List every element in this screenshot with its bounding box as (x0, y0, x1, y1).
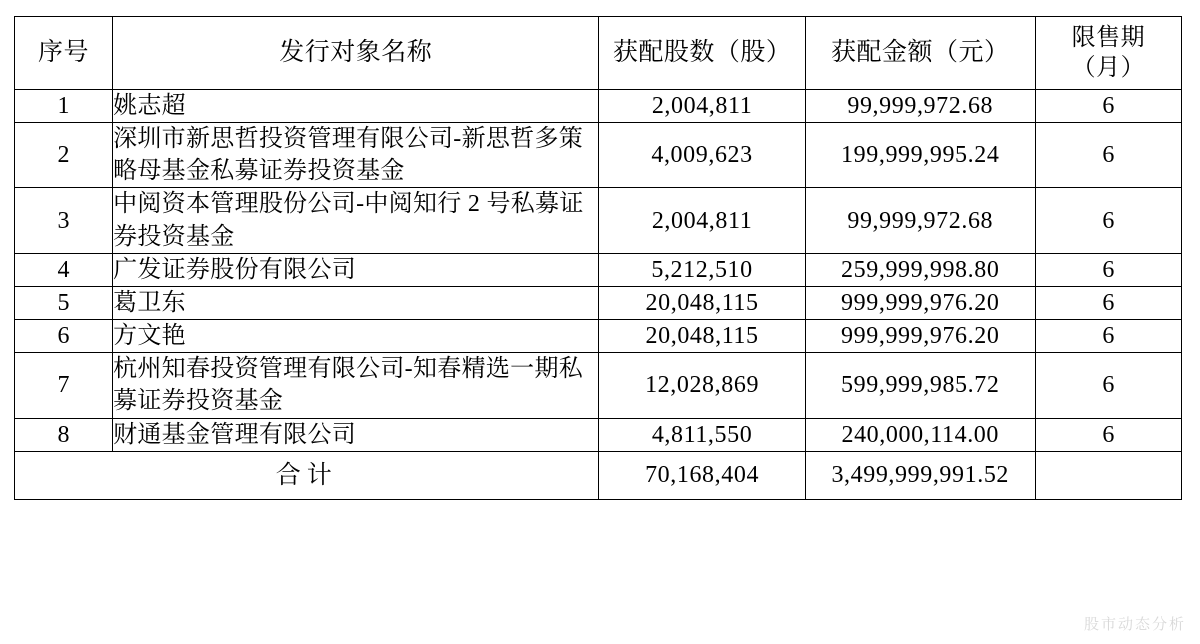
cell-lockup: 6 (1035, 418, 1181, 451)
cell-amount: 259,999,998.80 (805, 253, 1035, 286)
table-row (15, 253, 1182, 286)
table-row (15, 353, 1182, 418)
cell-shares: 2,004,811 (599, 188, 805, 253)
cell-index: 6 (15, 320, 113, 353)
column-header-lockup (1035, 17, 1181, 90)
column-header-lockup-line1: 限售期 (1071, 25, 1146, 51)
header-row (15, 17, 1182, 90)
allocation-table (14, 16, 1182, 500)
column-header-name: 发行对象名称 (113, 17, 599, 90)
cell-amount: 240,000,114.00 (805, 418, 1035, 451)
cell-lockup: 6 (1035, 286, 1181, 319)
table-row (15, 320, 1182, 353)
cell-name: 财通基金管理有限公司 (113, 418, 599, 451)
cell-lockup: 6 (1035, 353, 1181, 418)
cell-name: 葛卫东 (113, 286, 599, 319)
cell-lockup: 6 (1035, 123, 1181, 188)
cell-lockup: 6 (1035, 90, 1181, 123)
cell-index: 3 (15, 188, 113, 253)
cell-index: 4 (15, 253, 113, 286)
table-body (15, 90, 1182, 500)
cell-lockup: 6 (1035, 188, 1181, 253)
column-header-index: 序号 (15, 17, 113, 90)
cell-name: 深圳市新思哲投资管理有限公司-新思哲多策略母基金私募证券投资基金 (113, 123, 599, 188)
total-shares: 70,168,404 (599, 451, 805, 500)
cell-index: 7 (15, 353, 113, 418)
total-label: 合计 (15, 451, 599, 500)
cell-amount: 99,999,972.68 (805, 90, 1035, 123)
cell-shares: 4,009,623 (599, 123, 805, 188)
table-total-row (15, 451, 1182, 500)
total-amount: 3,499,999,991.52 (805, 451, 1035, 500)
table-row (15, 123, 1182, 188)
cell-name: 广发证券股份有限公司 (113, 253, 599, 286)
cell-name: 姚志超 (113, 90, 599, 123)
cell-shares: 4,811,550 (599, 418, 805, 451)
cell-amount: 599,999,985.72 (805, 353, 1035, 418)
cell-shares: 12,028,869 (599, 353, 805, 418)
table-row (15, 418, 1182, 451)
column-header-lockup-line2: （月） (1071, 55, 1146, 81)
table-row (15, 90, 1182, 123)
cell-amount: 99,999,972.68 (805, 188, 1035, 253)
column-header-shares: 获配股数（股） (599, 17, 805, 90)
cell-shares: 20,048,115 (599, 286, 805, 319)
watermark: 股市动态分析 (1083, 616, 1186, 633)
cell-index: 2 (15, 123, 113, 188)
cell-name: 杭州知春投资管理有限公司-知春精选一期私募证券投资基金 (113, 353, 599, 418)
cell-shares: 5,212,510 (599, 253, 805, 286)
cell-index: 8 (15, 418, 113, 451)
cell-name: 中阅资本管理股份公司-中阅知行 2 号私募证券投资基金 (113, 188, 599, 253)
cell-amount: 999,999,976.20 (805, 286, 1035, 319)
column-header-amount: 获配金额（元） (805, 17, 1035, 90)
cell-amount: 999,999,976.20 (805, 320, 1035, 353)
total-lockup (1035, 451, 1181, 500)
cell-shares: 20,048,115 (599, 320, 805, 353)
document-page (0, 16, 1200, 644)
table-row (15, 286, 1182, 319)
cell-lockup: 6 (1035, 320, 1181, 353)
cell-index: 5 (15, 286, 113, 319)
cell-amount: 199,999,995.24 (805, 123, 1035, 188)
cell-shares: 2,004,811 (599, 90, 805, 123)
table-row (15, 188, 1182, 253)
cell-lockup: 6 (1035, 253, 1181, 286)
cell-index: 1 (15, 90, 113, 123)
table-header (15, 17, 1182, 90)
cell-name: 方文艳 (113, 320, 599, 353)
